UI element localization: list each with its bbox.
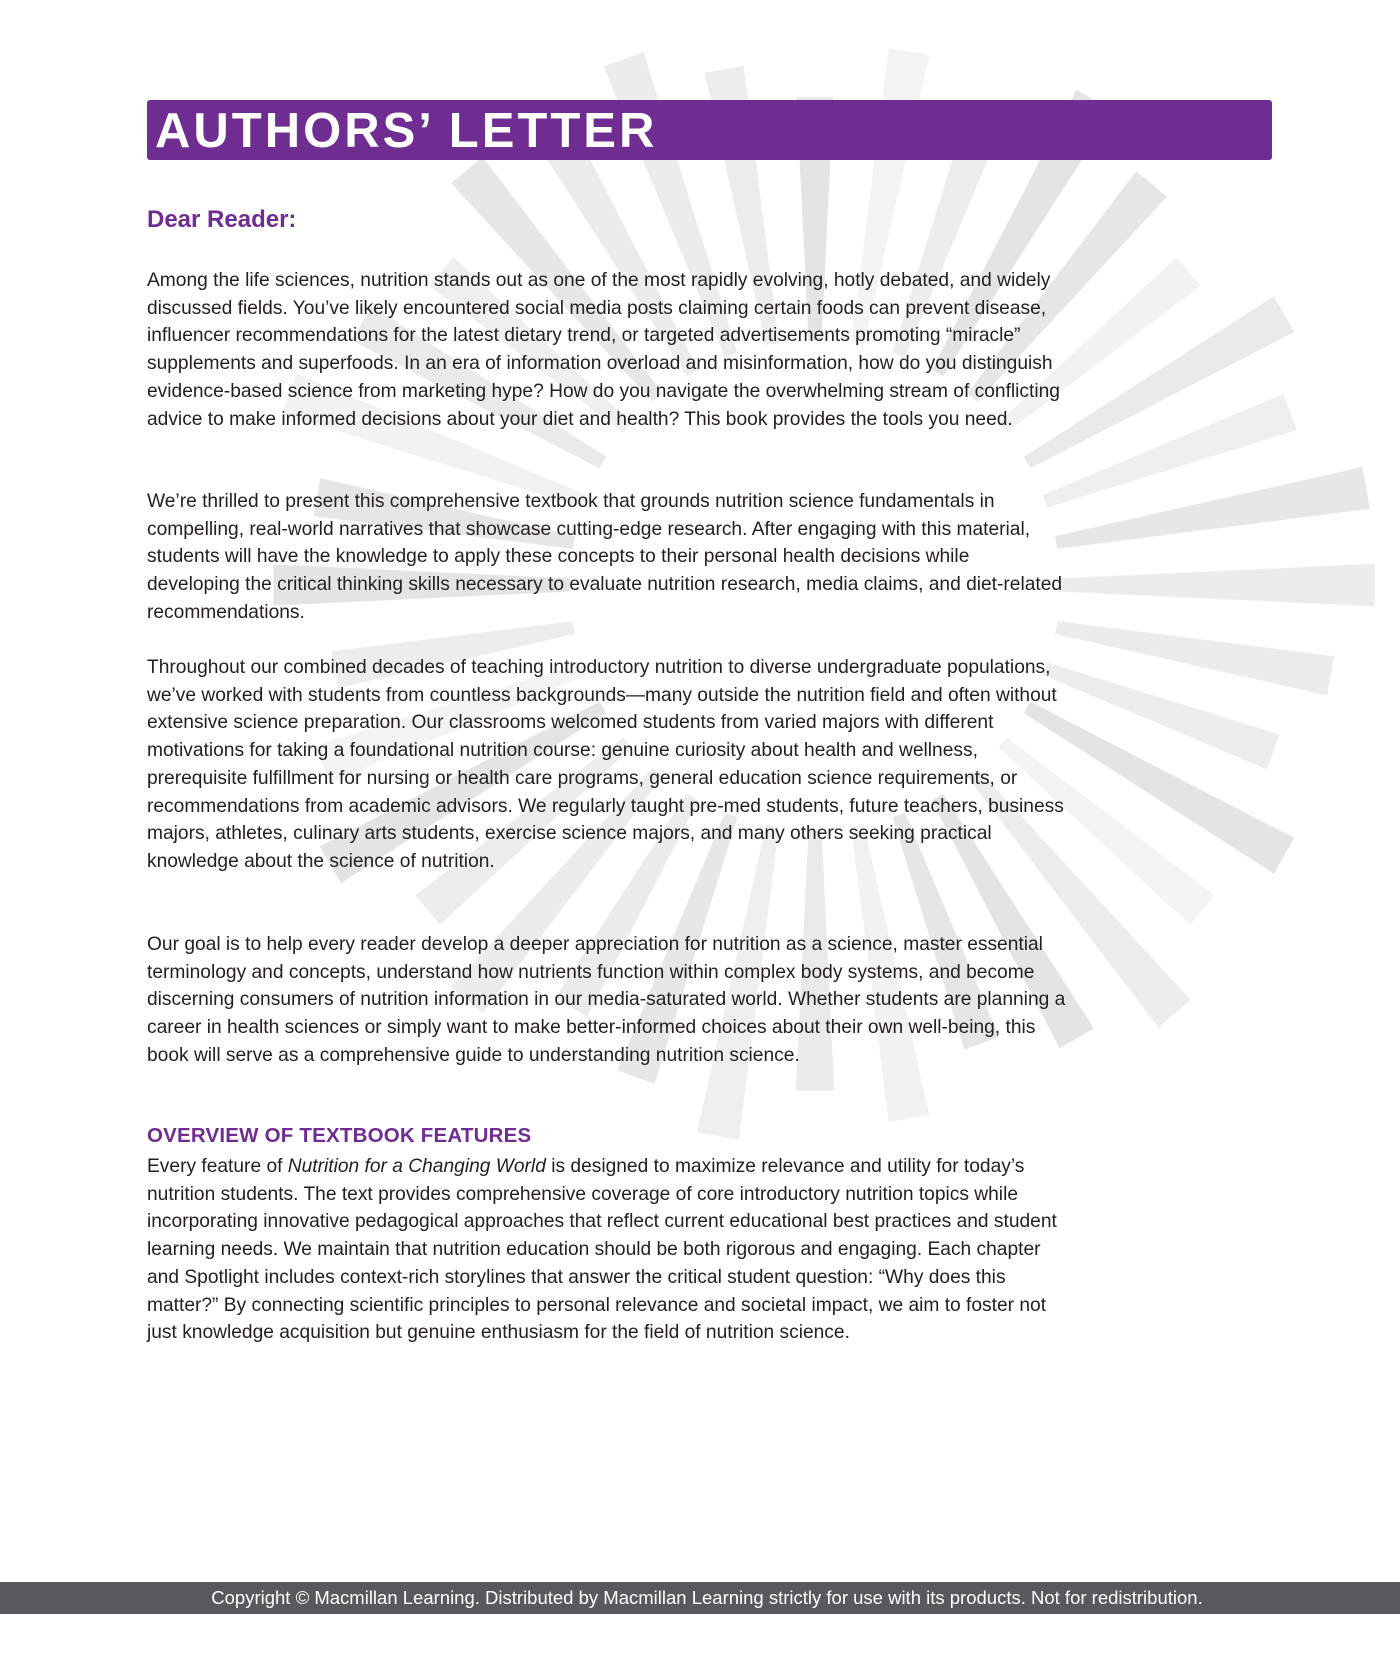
sunburst-ray <box>1055 467 1370 549</box>
sunburst-ray <box>1055 621 1334 695</box>
sunburst-ray <box>1043 394 1297 507</box>
sunburst-ray <box>1060 564 1375 607</box>
letter-paragraph: Our goal is to help every reader develop a deeper appreciation for nutrition as a science, master essential terminology and concepts, understand how nutrients function within complex body systems, and become discerning consumers of nutrition information in our media-saturated world. Whether students are planning a career in health sciences or simply want to make better-informed choices about their own well-being, this book will serve as a comprehensive guide to understanding nutrition science. <box>147 934 1066 1066</box>
sunburst-ray <box>1043 663 1280 770</box>
copyright-text: Copyright © Macmillan Learning. Distributed by Macmillan Learning strictly for use with its products. Not for redistribution. <box>211 1587 1203 1608</box>
page-title: AUTHORS’ LETTER <box>155 104 658 158</box>
features-paragraph <box>147 1153 1067 1347</box>
copyright-footer <box>0 1582 1400 1614</box>
letter-paragraph: Throughout our combined decades of teaching introductory nutrition to diverse undergraduate populations, we’ve worked with students from countless backgrounds—many outside the nutrition field and often without extensive science preparation. Our classrooms welcomed students from varied majors with different motivations for taking a foundational nutrition course: genuine curiosity about health and wellness, prerequisite fulfillment for nursing or health care programs, general education science requirements, or recommendations from academic advisors. We regularly taught pre-med students, future teachers, business majors, athletes, culinary arts students, exercise science majors, and many others seeking practical knowledge about the science of nutrition. <box>147 657 1064 872</box>
features-intro-after: is designed to maximize relevance and utility for today’s nutrition students. The text provides comprehensive coverage of core introductory nutrition topics while incorporating innovative pedagogical approaches that reflect current educational best practices and student learning needs. We maintain that nutrition education should be both rigorous and engaging. Each chapter and Spotlight includes context-rich storylines that answer the critical student question: “Why does this matter?” By connecting scientific principles to personal relevance and societal impact, we aim to foster not just knowledge acquisition but genuine enthusiasm for the field of nutrition science. <box>147 1156 1057 1344</box>
letter-paragraph: We’re thrilled to present this comprehensive textbook that grounds nutrition science fundamentals in compelling, real-world narratives that showcase cutting-edge research. After engaging with this material, students will have the knowledge to apply these concepts to their personal health decisions while developing the critical thinking skills necessary to evaluate nutrition research, media claims, and diet-related recommendations. <box>147 491 1063 623</box>
features-intro-before: Every feature of <box>147 1156 288 1177</box>
salutation: Dear Reader: <box>147 206 297 233</box>
book-title: Nutrition for a Changing World <box>287 1156 546 1177</box>
letter-paragraph: Among the life sciences, nutrition stands out as one of the most rapidly evolving, hotly debated, and widely discussed fields. You’ve likely encountered social media posts claiming certain foods can prevent disease, influencer recommendations for the latest dietary trend, or targeted advertisements promoting “miracle” supplements and superfoods. In an era of information overload and misinformation, how do you distinguish evidence-based science from marketing hype? How do you navigate the overwhelming stream of conflicting advice to make informed decisions about your diet and health? This book provides the tools you need. <box>147 270 1060 430</box>
features-heading: OVERVIEW OF TEXTBOOK FEATURES <box>147 1124 532 1147</box>
